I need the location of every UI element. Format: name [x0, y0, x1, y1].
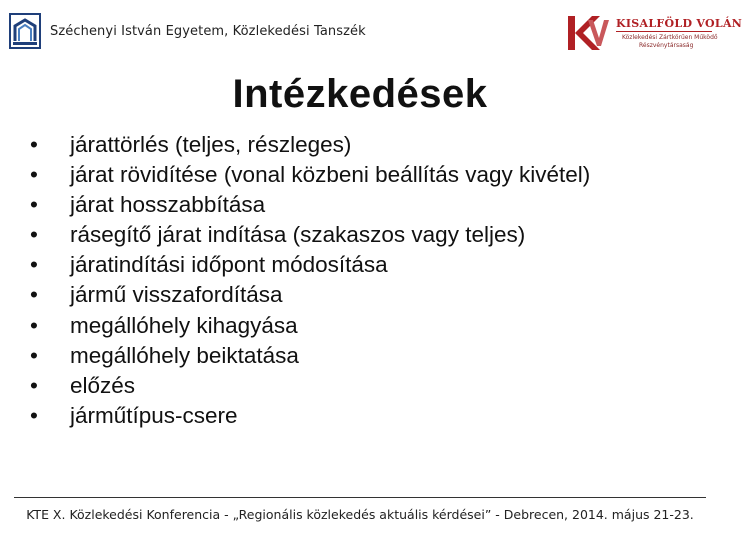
- bullet-item: [30, 403, 690, 430]
- slide-title: Intézkedések: [232, 72, 488, 116]
- brand-subtitle-line1: Közlekedési Zártkörűen Működő: [622, 34, 718, 41]
- brand-name: KISALFÖLD VOLÁN: [616, 17, 742, 30]
- bullet-item: [30, 313, 690, 340]
- bullet-list: [30, 132, 690, 433]
- bullet-glyph: •: [30, 162, 38, 188]
- bullet-glyph: •: [30, 402, 38, 428]
- bullet-text: járat rövidítése (vonal közbeni beállítás vagy kivétel): [70, 162, 591, 188]
- bullet-item: [30, 222, 690, 249]
- bullet-text: rásegítő járat indítása (szakaszos vagy teljes): [70, 222, 526, 248]
- bullet-text: megállóhely kihagyása: [70, 312, 298, 338]
- bullet-glyph: •: [30, 192, 38, 218]
- bullet-text: járatindítási időpont módosítása: [70, 252, 388, 278]
- bullet-glyph: •: [30, 222, 38, 248]
- bullet-glyph: •: [30, 132, 38, 157]
- bullet-glyph: •: [30, 372, 38, 398]
- institution-name: Széchenyi István Egyetem, Közlekedési Tanszék: [50, 24, 366, 39]
- bullet-item: [30, 252, 690, 279]
- brand-divider: [616, 31, 712, 32]
- bullet-item: [30, 373, 690, 400]
- brand-subtitle-line2: Részvénytársaság: [639, 42, 694, 49]
- bullet-text: járműtípus-csere: [70, 402, 238, 428]
- bullet-glyph: •: [30, 252, 38, 278]
- kisalfold-volan-logo: [566, 14, 742, 54]
- footer-text: KTE X. Közlekedési Konferencia - „Regionális közlekedés aktuális kérdései” - Debrecen, 2014. május 21-23.: [26, 507, 694, 522]
- bullet-item: [30, 162, 690, 189]
- bullet-text: jármű visszafordítása: [70, 282, 283, 308]
- footer-divider: [14, 497, 706, 498]
- bullet-item: [30, 192, 690, 219]
- bullet-glyph: •: [30, 342, 38, 368]
- bullet-item: [30, 343, 690, 370]
- university-logo-icon: [10, 14, 40, 48]
- bullet-text: járattörlés (teljes, részleges): [70, 132, 352, 157]
- bullet-glyph: •: [30, 282, 38, 308]
- kv-logo-icon: [566, 14, 610, 52]
- bullet-item: [30, 282, 690, 309]
- bullet-text: megállóhely beiktatása: [70, 342, 299, 368]
- bullet-text: előzés: [70, 372, 136, 398]
- bullet-item: [30, 132, 690, 159]
- bullet-text: járat hosszabbítása: [70, 192, 266, 218]
- slide-header: [0, 0, 742, 60]
- bullet-glyph: •: [30, 312, 38, 338]
